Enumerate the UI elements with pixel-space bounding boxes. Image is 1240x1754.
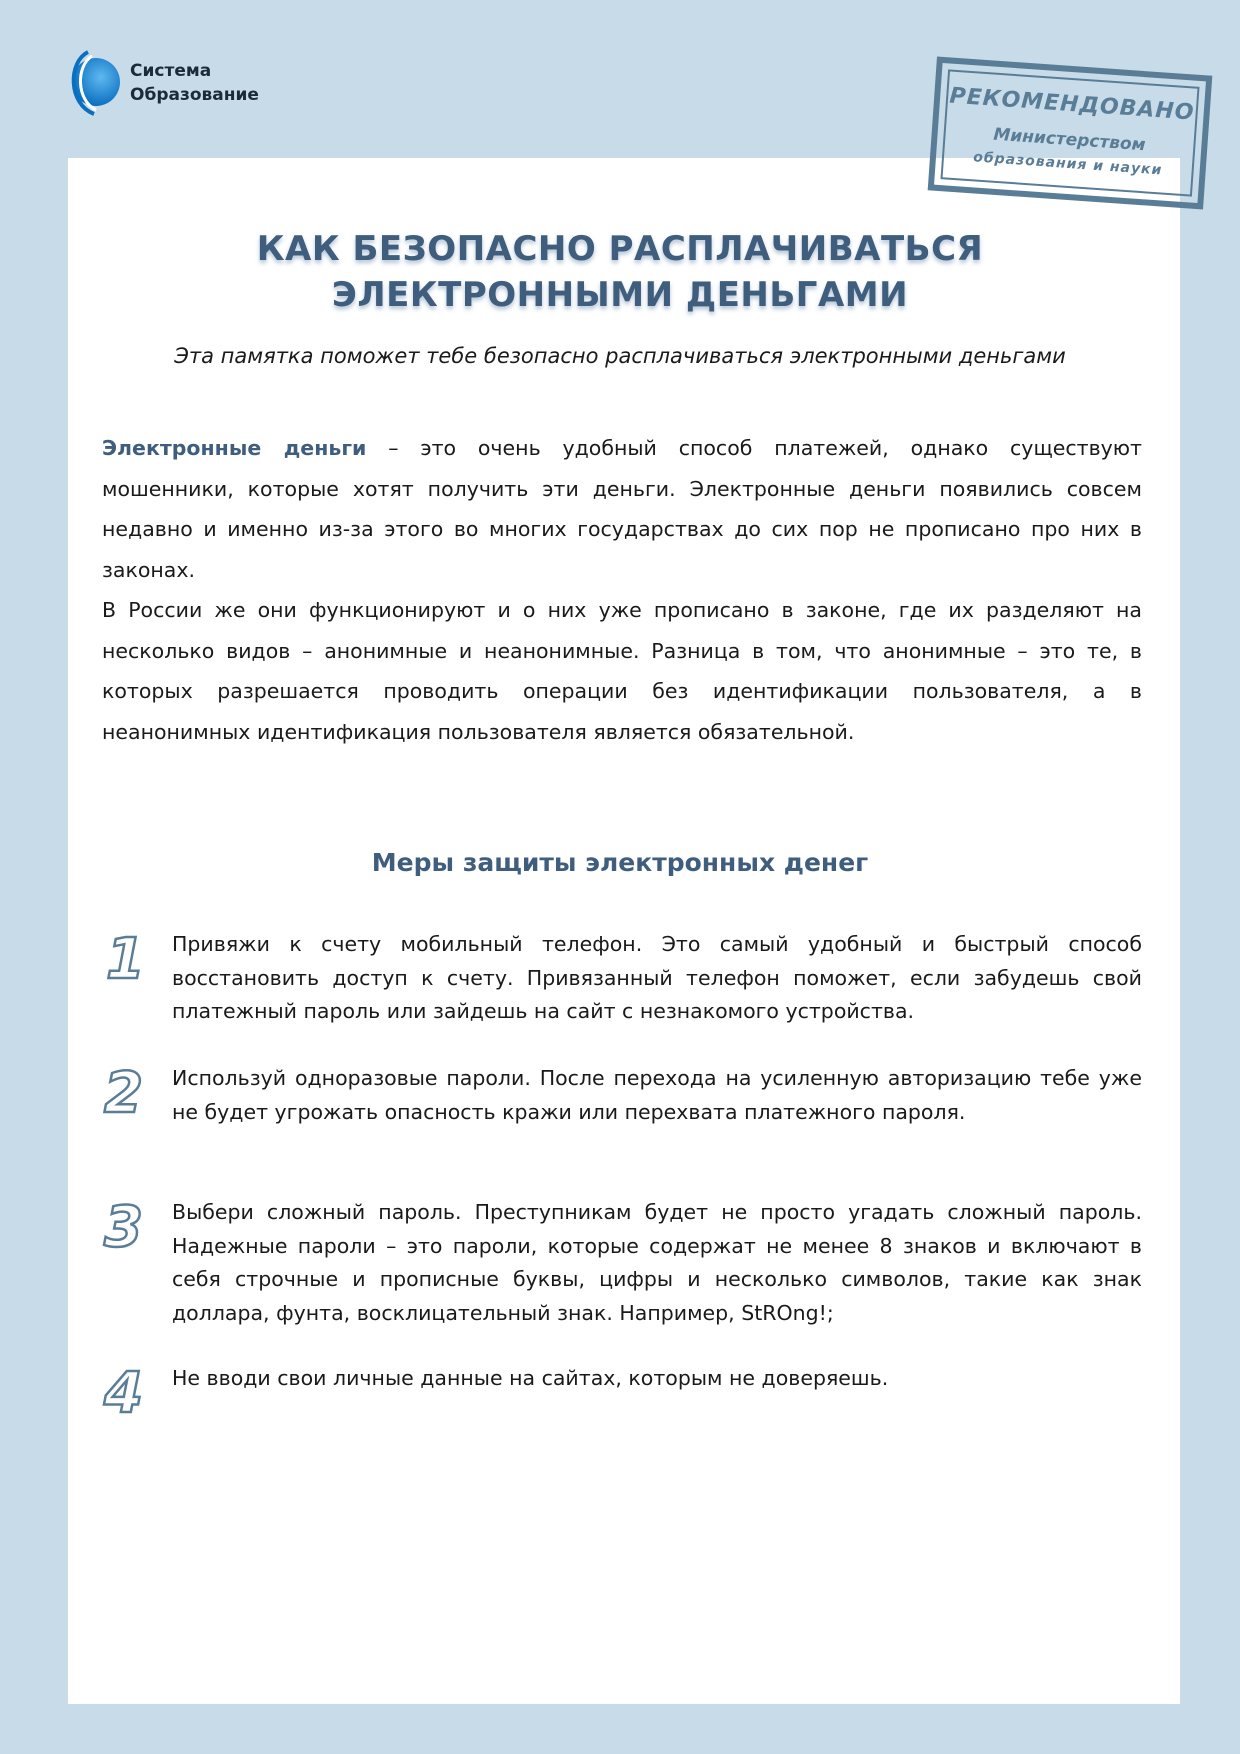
intro-paragraph-1 [102, 428, 1142, 590]
measure-number: 2 [104, 1061, 143, 1120]
logo-line-1: Система [130, 61, 212, 81]
globe-logo-icon [66, 48, 122, 118]
number-1-icon [102, 926, 156, 986]
stamp-line-1: РЕКОМЕНДОВАНО [948, 83, 1196, 126]
measure-text: Используй одноразовые пароли. После перехода на усиленную авторизацию тебе уже не будет угрожать опасность кражи или перехвата платежного пароля. [172, 1066, 1142, 1124]
measure-number: 4 [104, 1361, 143, 1420]
recommended-stamp [928, 57, 1213, 210]
logo-wordmark [130, 59, 259, 107]
intro-paragraph-1-rest: – это очень удобный способ платежей, однако существуют мошенники, которые хотят получить эти деньги. Электронные деньги появились совсем недавно и именно из-за этого во многих государствах до сих пор не прописано про них в законах. [102, 436, 1142, 582]
page-title [0, 226, 1240, 318]
measure-text: Выбери сложный пароль. Преступникам будет не просто угадать сложный пароль. Надежные пароли – это пароли, которые содержат не менее 8 знаков и включают в себя строчные и прописные буквы, цифры и несколько символов, такие как знак доллара, фунта, восклицательный знак. Например, StROng!; [172, 1200, 1142, 1325]
number-2-icon [102, 1060, 156, 1120]
measure-text: Не вводи свои личные данные на сайтах, которым не доверяешь. [172, 1366, 889, 1390]
number-4-icon [102, 1360, 156, 1420]
measure-number: 1 [106, 927, 145, 986]
title-line-1: КАК БЕЗОПАСНО РАСПЛАЧИВАТЬСЯ [256, 229, 984, 269]
brand-logo [66, 48, 259, 118]
logo-line-2: Образование [130, 85, 259, 105]
stamp-line-3: образования и науки [972, 149, 1163, 179]
section-title: Меры защиты электронных денег [371, 848, 869, 877]
page-subtitle: Эта памятка поможет тебе безопасно расплачиваться электронными деньгами [174, 344, 1066, 368]
title-line-2: ЭЛЕКТРОННЫМИ ДЕНЬГАМИ [331, 275, 909, 315]
stamp-line-2: Министерством [992, 124, 1147, 156]
intro-paragraph-2: В России же они функционируют и о них уже прописано в законе, где их разделяют на несколько видов – анонимные и неанонимные. Разница в том, что анонимные – это те, в которых разрешается проводить операции без идентификации пользователя, а в неанонимных идентификация пользователя является обязательной. [102, 598, 1142, 744]
measure-number: 3 [104, 1195, 143, 1254]
intro-term: Электронные деньги [102, 436, 367, 460]
measure-text: Привяжи к счету мобильный телефон. Это самый удобный и быстрый способ восстановить доступ к счету. Привязанный телефон поможет, если забудешь свой платежный пароль или зайдешь на сайт с незнакомого устройства. [172, 932, 1142, 1023]
number-3-icon [102, 1194, 156, 1254]
intro-text [102, 428, 1142, 752]
